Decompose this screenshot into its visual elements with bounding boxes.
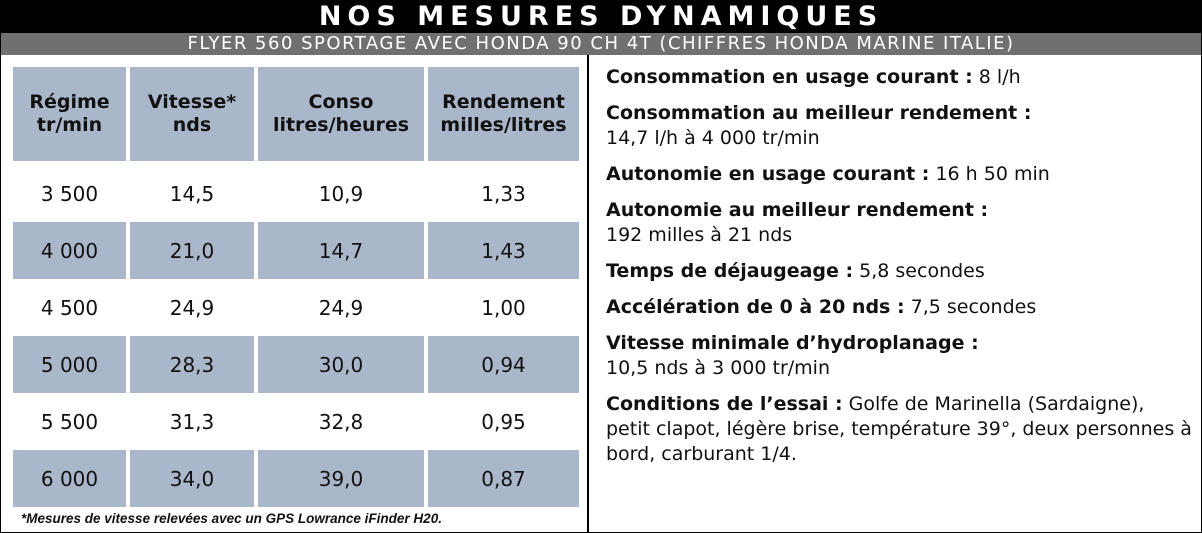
- measurements-table-panel: [1, 55, 589, 532]
- cell-vitesse: 31,3: [169, 409, 215, 434]
- cell-regime: 4 000: [13, 222, 126, 279]
- info-value: 8 l/h: [978, 66, 1021, 88]
- cell-vitesse: 21,0: [130, 222, 254, 279]
- info-item-autonomie-rendement: [606, 198, 1194, 248]
- info-item-autonomie-courante: [606, 162, 1194, 187]
- cell-rendement: 1,00: [481, 295, 526, 320]
- cell-conso: 24,9: [318, 295, 364, 320]
- table-row: [13, 222, 579, 279]
- info-label: Consommation au meilleur rendement :: [606, 102, 1032, 124]
- cell-conso: 30,0: [258, 336, 424, 393]
- page-title: NOS MESURES DYNAMIQUES: [1, 1, 1201, 33]
- info-panel: [606, 65, 1194, 478]
- cell-regime: 6 000: [13, 450, 126, 507]
- info-label: Autonomie en usage courant :: [606, 163, 930, 185]
- table-row: [13, 165, 579, 222]
- info-label: Accélération de 0 à 20 nds :: [606, 296, 905, 318]
- info-label: Vitesse minimale d’hydroplanage :: [606, 332, 979, 354]
- table-footnote: *Mesures de vitesse relevées avec un GPS Lowrance iFinder H20.: [21, 511, 442, 526]
- info-value: 10,5 nds à 3 000 tr/min: [606, 357, 830, 379]
- info-value: Golfe de Marinella (Sardaigne), petit clapot, légère brise, température 39°, deux personnes à bord, carburant 1/4.: [606, 393, 1192, 465]
- info-item-conso-rendement: [606, 101, 1194, 151]
- cell-vitesse: 24,9: [169, 295, 215, 320]
- table-row: [13, 393, 579, 450]
- cell-vitesse: 28,3: [130, 336, 254, 393]
- table-header-row: [13, 67, 579, 165]
- header-rendement: Rendement milles/litres: [428, 67, 579, 165]
- info-value: 16 h 50 min: [935, 163, 1050, 185]
- cell-regime: 5 000: [13, 336, 126, 393]
- header-vitesse: Vitesse* nds: [130, 67, 254, 165]
- cell-rendement: 0,87: [428, 450, 579, 507]
- info-value: 192 milles à 21 nds: [606, 224, 793, 246]
- cell-vitesse: 34,0: [130, 450, 254, 507]
- info-item-conso-courante: [606, 65, 1194, 90]
- info-label: Autonomie au meilleur rendement :: [606, 199, 989, 221]
- info-label: Consommation en usage courant :: [606, 66, 973, 88]
- info-item-conditions: [606, 392, 1194, 467]
- cell-rendement: 0,94: [428, 336, 579, 393]
- cell-conso: 10,9: [318, 181, 364, 206]
- info-label: Temps de déjaugeage :: [606, 260, 854, 282]
- table-row: [13, 279, 579, 336]
- cell-conso: 32,8: [318, 409, 364, 434]
- cell-rendement: 1,43: [428, 222, 579, 279]
- info-value: 5,8 secondes: [859, 260, 985, 282]
- cell-rendement: 1,33: [481, 181, 526, 206]
- cell-conso: 39,0: [258, 450, 424, 507]
- info-value: 14,7 l/h à 4 000 tr/min: [606, 127, 820, 149]
- cell-rendement: 0,95: [481, 409, 526, 434]
- info-label: Conditions de l’essai :: [606, 393, 843, 415]
- info-item-acceleration: [606, 295, 1194, 320]
- header-conso: Conso litres/heures: [258, 67, 424, 165]
- info-value: 7,5 secondes: [910, 296, 1037, 318]
- cell-regime: 3 500: [40, 181, 99, 206]
- table-row: [13, 336, 579, 393]
- page-subtitle: FLYER 560 SPORTAGE AVEC HONDA 90 CH 4T (CHIFFRES HONDA MARINE ITALIE): [1, 33, 1201, 55]
- cell-conso: 14,7: [258, 222, 424, 279]
- measurements-table: [9, 67, 583, 507]
- table-row: [13, 450, 579, 507]
- cell-vitesse: 14,5: [169, 181, 215, 206]
- info-item-hydroplanage: [606, 331, 1194, 381]
- header-regime: Régime tr/min: [13, 67, 126, 165]
- cell-regime: 4 500: [40, 295, 99, 320]
- cell-regime: 5 500: [40, 409, 99, 434]
- info-item-dejaugeage: [606, 259, 1194, 284]
